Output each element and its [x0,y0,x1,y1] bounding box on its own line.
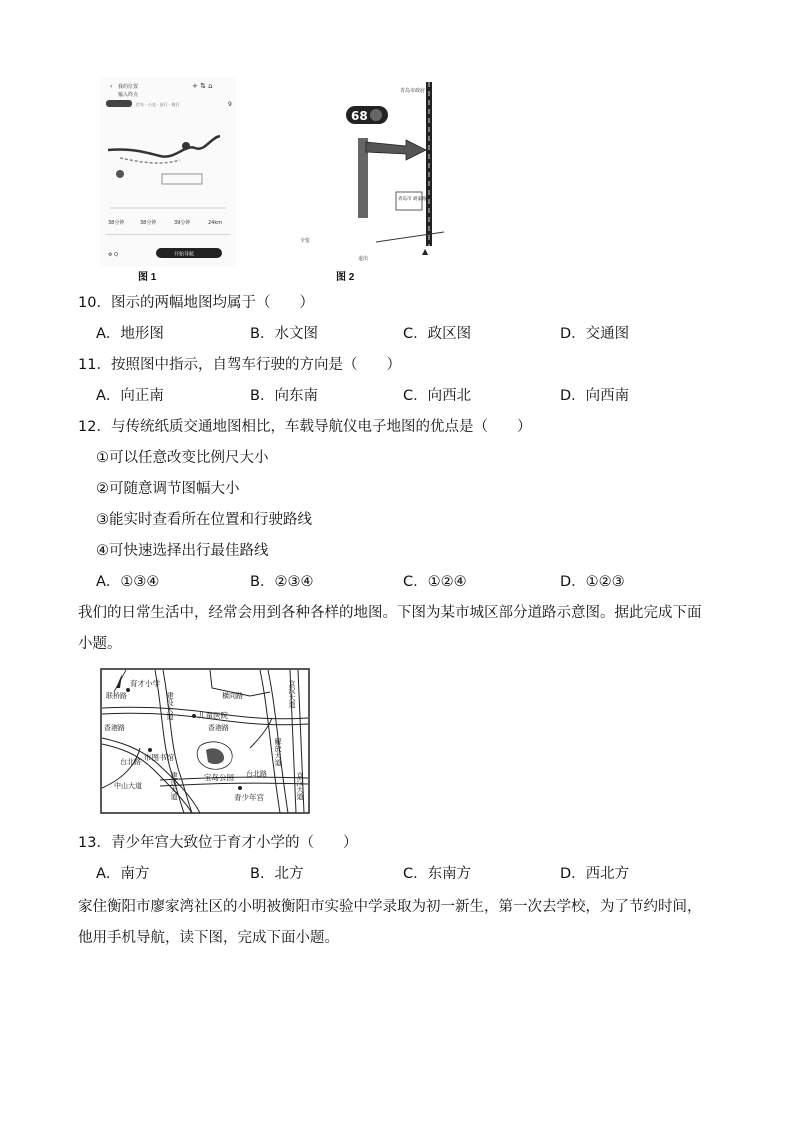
q12-option-d: D．①②③ [560,574,625,590]
q13-option-d: D．西北方 [560,866,630,882]
map-road-jinghan-north: 京汉大道 [288,680,296,708]
q13-option-a: A．南方 [96,866,150,882]
figure-1-navigation-app [100,78,236,266]
figure-2-car-navigation [296,82,446,266]
fig1-distance: 24km [208,220,223,226]
intro-2-line-2: 他用手机导航，读下图，完成下面小题。 [78,930,339,946]
city-road-map-image [100,668,310,814]
question-11-stem: 11．按照图中指示，自驾车行驶的方向是（ ） [78,357,401,373]
q11-option-a: A．向正南 [96,388,164,404]
fig1-destination: 输入终点 [118,92,139,98]
q10-option-a: A．地形图 [96,326,164,342]
question-13-stem: 13．青少年宫大致位于育才小学的（ ） [78,835,358,851]
fig2-label-overview: 全览 [300,238,311,244]
figure-1-caption: 图 1 [138,272,157,283]
q12-option-c: C．①②④ [403,574,467,590]
map-road-jiefang: 解放大道 [274,738,282,766]
map-road-jianshe-south: 建设大道 [170,772,178,800]
map-road-xianggang-west: 香港路 [104,724,125,732]
intro-1-line-2: 小题。 [78,636,122,652]
map-road-taibei-west: 台北路 [120,758,141,766]
q12-statement-4: ④可快速选择出行最佳路线 [96,543,269,559]
q11-option-b: B．向东南 [250,388,318,404]
q12-option-a: A．①③④ [96,574,160,590]
map-road-taibei-east: 台北路 [246,770,267,778]
city-road-map [100,668,310,814]
q12-statement-3: ③能实时查看所在位置和行驶路线 [96,512,312,528]
fig2-speed: 68 [351,109,368,123]
map-place-baodao-park: 宝岛公园 [204,773,234,782]
fig2-sign-1: 青岛市政府 [400,88,426,94]
svg-text:‹: ‹ [110,83,113,90]
svg-text:打车 · 公交 · 步行 · 骑行: 打车 · 公交 · 步行 · 骑行 [136,102,180,107]
q10-option-b: B．水文图 [250,326,318,342]
q13-option-c: C．东南方 [403,866,472,882]
svg-text:9: 9 [228,101,232,108]
intro-2-line-1: 家住衡阳市廖家湾社区的小明被衡阳市实验中学录取为初一新生，第一次去学校，为了节约时间， [78,899,702,915]
q13-option-b: B．北方 [250,866,304,882]
map-place-yucai-school: 育才小学 [130,679,160,688]
map-road-jianshe-north: 建设大道 [166,692,174,720]
q12-statement-1: ①可以任意改变比例尺大小 [96,450,269,466]
q10-option-d: D．交通图 [560,326,630,342]
fig2-label-exit: 退出 [358,256,369,262]
q12-statement-2: ②可随意调节图幅大小 [96,481,240,497]
svg-text:▲: ▲ [422,247,429,256]
fig1-nav-label: 开始导航 [174,251,195,258]
svg-text:+ ⇅ ⌂: + ⇅ ⌂ [192,82,213,90]
figure-2-caption: 图 2 [336,272,355,283]
map-place-childrens-hospital: 儿童医院 [198,711,228,720]
fig1-my-location: 我的位置 [118,84,139,90]
fig1-time-1: 38分钟 [108,220,125,226]
fig2-sign-2: 青岛市 胡家路 [398,197,427,202]
map-place-youth-palace: 青少年宫 [234,793,264,802]
intro-1-line-1: 我们的日常生活中，经常会用到各种各样的地图。下图为某市城区部分道路示意图。据此完成下面 [78,605,702,621]
map-road-hengxiang: 横向路 [222,692,243,700]
q11-option-d: D．向西南 [560,388,630,404]
svg-text:⚙ Q: ⚙ Q [108,252,119,258]
map-road-zhongshan: 中山大道 [114,782,142,790]
fig1-time-2: 38分钟 [140,220,157,226]
q11-option-c: C．向西北 [403,388,472,404]
map-road-jinghan-south: 京汉大道 [296,772,304,800]
map-place-library: 市图书馆 [144,753,174,762]
question-12-stem: 12．与传统纸质交通地图相比，车载导航仪电子地图的优点是（ ） [78,419,532,435]
map-road-xianggang-east: 香港路 [208,724,229,732]
map-road-lianqiao: 联桥路 [106,692,127,700]
fig1-time-3: 39分钟 [174,220,191,226]
q10-option-c: C．政区图 [403,326,472,342]
figure-2-image [296,82,446,266]
figure-1-image [100,78,236,266]
q12-option-b: B．②③④ [250,574,314,590]
question-10-stem: 10．图示的两幅地图均属于（ ） [78,295,314,311]
